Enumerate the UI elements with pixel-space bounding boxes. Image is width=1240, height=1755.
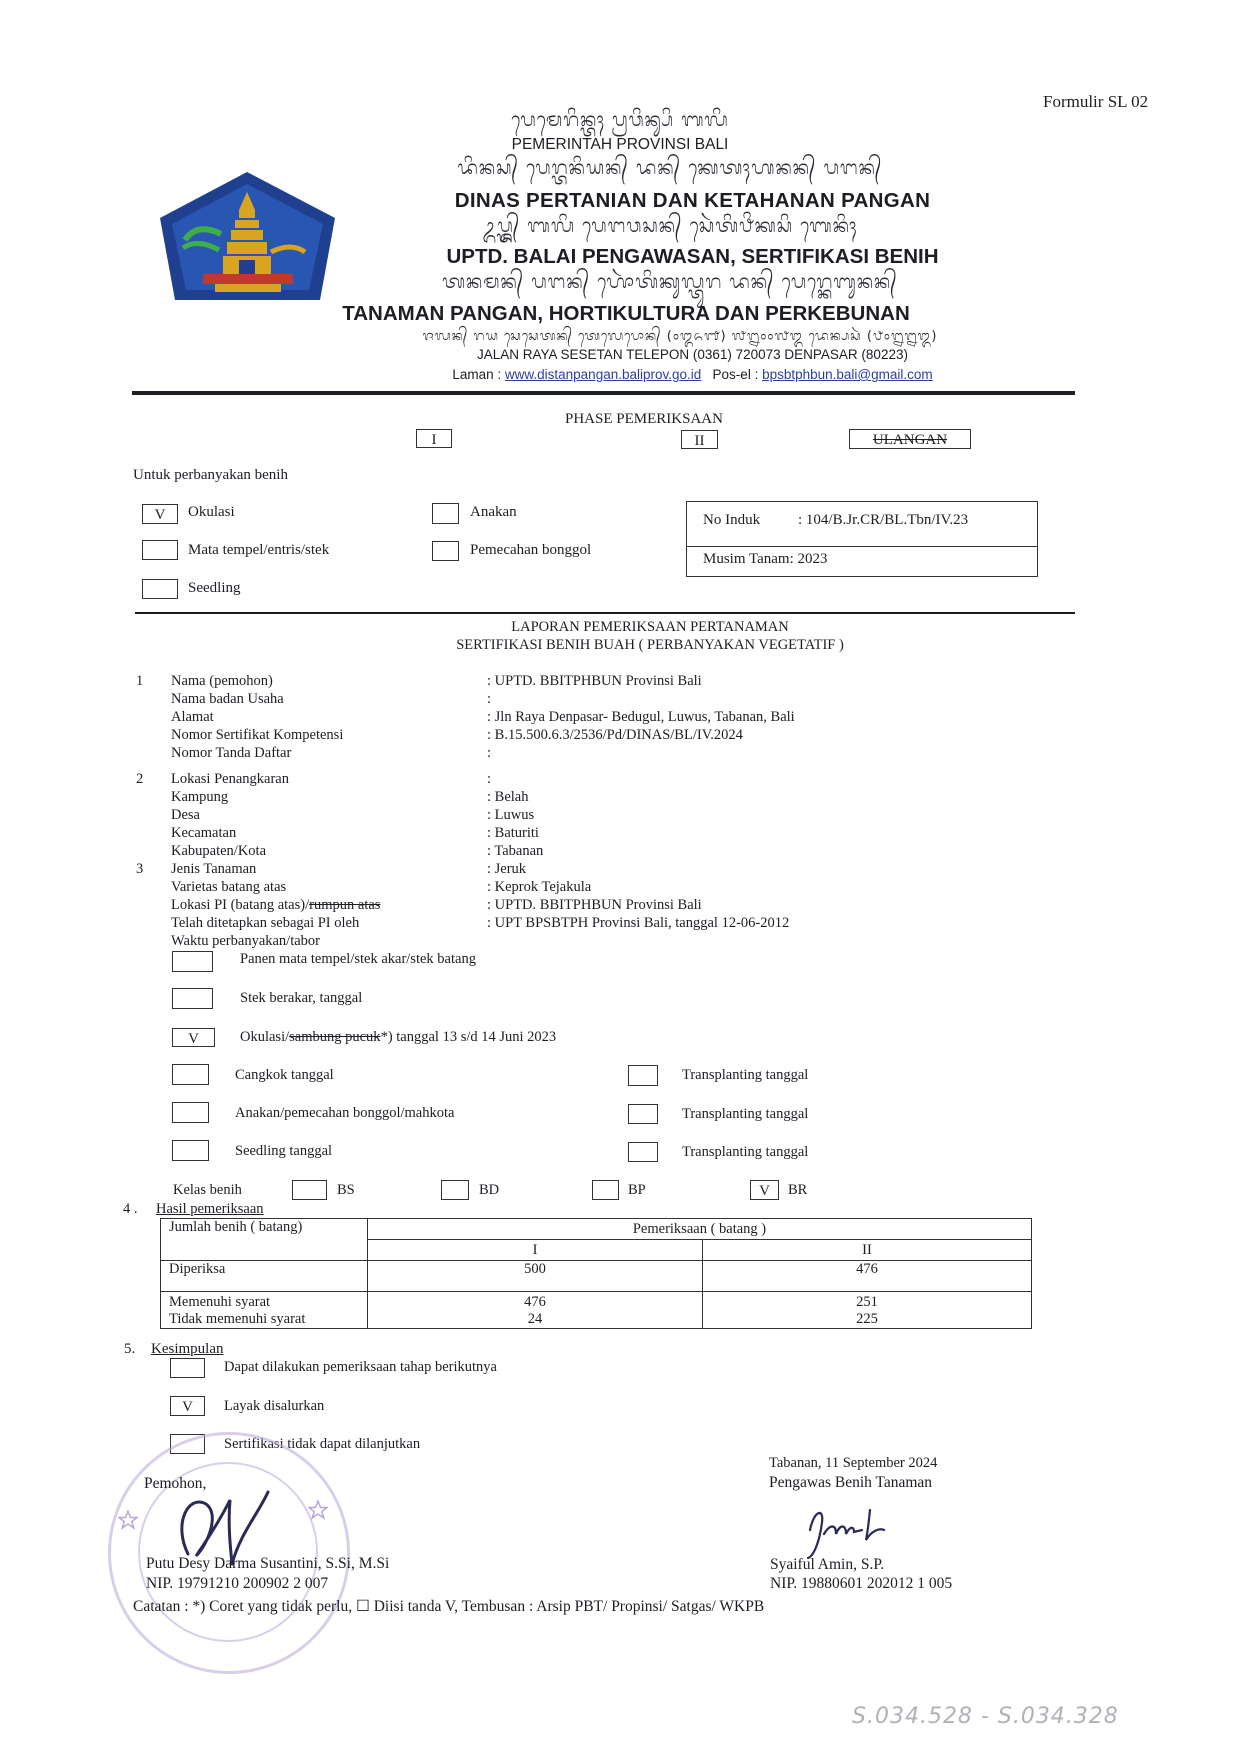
- email-label: Pos-el :: [712, 367, 759, 382]
- results-cell-4: 225: [856, 1311, 878, 1327]
- kelas-br-label: BR: [788, 1182, 808, 1198]
- header-divider: [132, 391, 1075, 395]
- anakan-label: Anakan: [470, 504, 517, 520]
- s2-label-3: Kecamatan: [171, 825, 237, 841]
- transplanting-1-label: Transplanting tanggal: [682, 1067, 809, 1083]
- footer-note: Catatan : *) Coret yang tidak perlu, ☐ Diisi tanda V, Tembusan : Arsip PBT/ Propinsi/ Satgas/ WKPB: [133, 1598, 765, 1615]
- s1-value-1: :: [487, 691, 492, 707]
- phase-title: PHASE PEMERIKSAAN: [565, 411, 723, 427]
- transplanting-3-label: Transplanting tanggal: [682, 1144, 809, 1160]
- s1-label-3: Nomor Sertifikat Kompetensi: [171, 727, 344, 743]
- okulasi-date-label: [240, 1029, 556, 1046]
- s3-value-1: : Keprok Tejakula: [487, 879, 592, 895]
- s2-label-4: Kabupaten/Kota: [171, 843, 267, 859]
- results-subheader-1: I: [368, 1240, 703, 1261]
- results-subheader-2: II: [703, 1240, 1032, 1261]
- s2-label-1: Kampung: [171, 789, 229, 805]
- s3-value-2: : UPTD. BBITPHBUN Provinsi Bali: [487, 897, 702, 913]
- okulasi-date-label-a: Okulasi/: [240, 1029, 290, 1045]
- results-cell: [368, 1292, 703, 1329]
- kelas-br-checkbox[interactable]: V: [750, 1180, 779, 1200]
- pemecahan-bonggol-checkbox[interactable]: [432, 541, 459, 561]
- kelas-bp-label: BP: [628, 1182, 646, 1198]
- s1-label-2: Alamat: [171, 709, 214, 725]
- signature-role-left: Pemohon,: [144, 1475, 207, 1492]
- s1-value-4: :: [487, 745, 492, 761]
- balinese-line-4: ᬢᬦᬫᬦ᭄ ᬧᬗᬦ᭄ ᬳᭀᬃᬢᬶᬓᬸᬮ᭄ᬢᬸᬭ ᬤᬦ᭄ ᬧᬾᬭ᭄ᬓᬾᬩᬸᬦᬦ᭄: [442, 271, 898, 293]
- section-5-title: Kesimpulan: [151, 1341, 224, 1357]
- s2-value-2: : Luwus: [487, 807, 535, 823]
- kelas-bs-label: BS: [337, 1182, 355, 1198]
- s3-label-2: [171, 897, 380, 914]
- s1-value-0: : UPTD. BBITPHBUN Provinsi Bali: [487, 673, 702, 689]
- results-col-header: Jumlah benih ( batang): [161, 1219, 368, 1261]
- kelas-bd-checkbox[interactable]: [441, 1180, 469, 1200]
- no-induk-label: No Induk: [703, 512, 761, 528]
- seedling-label: Seedling: [188, 580, 241, 596]
- kelas-bp-checkbox[interactable]: [592, 1180, 619, 1200]
- s2-value-3: : Baturiti: [487, 825, 539, 841]
- results-cell-1: 476: [524, 1294, 546, 1310]
- okulasi-checkbox[interactable]: V: [142, 504, 178, 524]
- s2-value-0: :: [487, 771, 492, 787]
- results-row-label: [161, 1292, 368, 1329]
- stamp-star-icon: [308, 1500, 328, 1520]
- section-4-title: Hasil pemeriksaan: [156, 1201, 264, 1217]
- results-cell: [703, 1292, 1032, 1329]
- cangkok-checkbox[interactable]: [172, 1064, 209, 1085]
- report-title-2: SERTIFIKASI BENIH BUAH ( PERBANYAKAN VEGETATIF ): [456, 637, 844, 653]
- anakan-checkbox[interactable]: [432, 503, 459, 524]
- kelas-bs-checkbox[interactable]: [292, 1180, 327, 1200]
- section-3-number: 3: [136, 861, 144, 877]
- balinese-line-5: ᬚᬮᬦ᭄ ᬭᬬ ᬲᬾᬲᬾᬢᬦ᭄ ᬢᬾᬮᬾᬧᭀᬦ᭄ (᭐᭓᭖᭑) ᭗᭒᭐᭐᭗᭓ ᬤᬾᬦ᭄ᬧᬲᬃ (᭘᭐᭒᭒᭓): [422, 329, 938, 344]
- signature-right-icon: [800, 1500, 890, 1560]
- s3-label-3: Telah ditetapkan sebagai PI oleh: [171, 915, 360, 931]
- table-row: [161, 1292, 1032, 1329]
- seedling-checkbox[interactable]: [142, 579, 178, 599]
- kesimpulan-3-label: Sertifikasi tidak dapat dilanjutkan: [224, 1436, 421, 1452]
- form-code: Formulir SL 02: [1043, 92, 1149, 111]
- kesimpulan-1-label: Dapat dilakukan pemeriksaan tahap berikutnya: [224, 1359, 497, 1375]
- okulasi-date-checkbox[interactable]: V: [172, 1028, 215, 1047]
- s1-label-4: Nomor Tanda Daftar: [171, 745, 292, 761]
- okulasi-label: Okulasi: [188, 504, 235, 520]
- section-1-number: 1: [136, 673, 144, 689]
- government-name: PEMERINTAH PROVINSI BALI: [511, 136, 729, 153]
- results-row-label: Diperiksa: [161, 1261, 368, 1292]
- s1-label-1: Nama badan Usaha: [171, 691, 284, 707]
- propagation-label: Untuk perbanyakan benih: [133, 467, 288, 483]
- mata-tempel-label: Mata tempel/entris/stek: [188, 542, 330, 558]
- phase-box-2[interactable]: II: [681, 430, 718, 449]
- balinese-line-2: ᬤᬶᬦᬲ᭄ ᬧᬾᬭ᭄ᬢᬦᬶᬬᬦ᭄ ᬤᬦ᭄ ᬓᬾᬢᬄᬳᬦᬦ᭄ ᬧᬗᬦ᭄: [457, 157, 883, 179]
- handwritten-reference: S.034.528 - S.034.328: [852, 1704, 1119, 1729]
- results-cell-3: 251: [856, 1294, 878, 1310]
- results-cell: 476: [703, 1261, 1032, 1292]
- anakan-date-checkbox[interactable]: [172, 1102, 209, 1123]
- unit-name: UPTD. BALAI PENGAWASAN, SERTIFIKASI BENIH: [446, 245, 939, 268]
- results-row-label-1: Memenuhi syarat: [169, 1294, 271, 1310]
- no-induk-value: : 104/B.Jr.CR/BL.Tbn/IV.23: [798, 512, 969, 528]
- signature-name-right: Syaiful Amin, S.P.: [770, 1556, 885, 1573]
- website-link[interactable]: www.distanpangan.baliprov.go.id: [504, 367, 702, 382]
- results-group-header: Pemeriksaan ( batang ): [368, 1219, 1032, 1240]
- section-4-number: 4 .: [123, 1201, 138, 1217]
- phase-box-ulangan[interactable]: ULANGAN: [849, 429, 971, 449]
- department-name: DINAS PERTANIAN DAN KETAHANAN PANGAN: [454, 189, 931, 212]
- results-row-label-2: Tidak memenuhi syarat: [169, 1311, 306, 1327]
- kelas-benih-label: Kelas benih: [173, 1182, 242, 1198]
- balinese-line-3: ᬉᬧ᭄ᬢ᭄ᬤ᭄ ᬩᬮᬶ ᬧᬾᬗᬯᬲᬦ᭄ ᬲᬾᬃᬢᬶᬨᬶᬓᬲᬶ ᬩᬾᬦᬶᬄ: [482, 215, 858, 237]
- okulasi-date-label-struck: sambung pucuk: [289, 1029, 381, 1045]
- no-induk-divider: [687, 546, 1037, 547]
- stek-berakar-label: Stek berakar, tanggal: [240, 990, 363, 1006]
- seedling-date-label: Seedling tanggal: [235, 1143, 333, 1159]
- transplanting-2-label: Transplanting tanggal: [682, 1106, 809, 1122]
- kesimpulan-2-label: Layak disalurkan: [224, 1398, 325, 1414]
- stek-berakar-checkbox[interactable]: [172, 988, 213, 1009]
- results-cell: 500: [368, 1261, 703, 1292]
- website-label: Laman :: [452, 367, 502, 382]
- signature-name-left: Putu Desy Darma Susantini, S.Si, M.Si: [146, 1555, 390, 1572]
- kelas-bd-label: BD: [479, 1182, 500, 1198]
- s3-value-3: : UPT BPSBTPH Provinsi Bali, tanggal 12-06-2012: [487, 915, 790, 931]
- musim-tanam: Musim Tanam: 2023: [703, 551, 828, 567]
- results-table: [160, 1218, 1032, 1329]
- cangkok-label: Cangkok tanggal: [235, 1067, 334, 1083]
- stamp-star-icon: [118, 1510, 138, 1530]
- email-link[interactable]: bpsbtphbun.bali@gmail.com: [762, 367, 933, 382]
- section-5-number: 5.: [124, 1341, 136, 1357]
- results-cell-2: 24: [527, 1311, 543, 1327]
- kesimpulan-2-checkbox[interactable]: V: [170, 1396, 205, 1416]
- address: JALAN RAYA SESETAN TELEPON (0361) 720073 DENPASAR (80223): [477, 347, 908, 362]
- s2-label-0: Lokasi Penangkaran: [171, 771, 289, 787]
- transplanting-1-checkbox[interactable]: [628, 1065, 658, 1086]
- kesimpulan-1-checkbox[interactable]: [170, 1358, 205, 1378]
- table-row: [161, 1261, 1032, 1292]
- phase-box-1[interactable]: I: [416, 429, 452, 448]
- s1-label-0: Nama (pemohon): [171, 673, 273, 689]
- s1-value-2: : Jln Raya Denpasar- Bedugul, Luwus, Tabanan, Bali: [487, 709, 795, 725]
- section-divider: [135, 612, 1075, 614]
- pemecahan-bonggol-label: Pemecahan bonggol: [470, 542, 592, 558]
- s3-label-1: Varietas batang atas: [171, 879, 287, 895]
- signature-nip-left: NIP. 19791210 200902 2 007: [146, 1575, 329, 1592]
- signature-place-date: Tabanan, 11 September 2024: [769, 1455, 938, 1471]
- mata-tempel-checkbox[interactable]: [142, 540, 178, 560]
- contact-line: [0, 367, 1240, 382]
- section-2-number: 2: [136, 771, 144, 787]
- signature-nip-right: NIP. 19880601 202012 1 005: [770, 1575, 953, 1592]
- transplanting-2-checkbox[interactable]: [628, 1104, 658, 1124]
- okulasi-date-label-b: *) tanggal 13 s/d 14 Juni 2023: [380, 1029, 557, 1045]
- s3-label-2a: Lokasi PI (batang atas)/: [171, 897, 310, 913]
- no-induk-box: [686, 501, 1038, 577]
- panen-checkbox[interactable]: [172, 951, 213, 972]
- balinese-line-1: ᬧᬾᬫᬾᬭᬶᬦ᭄ᬢᬄ ᬧ᭄ᬭᬯᬶᬦ᭄ᬲᬶ ᬩᬮᬶ: [511, 109, 729, 131]
- transplanting-3-checkbox[interactable]: [628, 1142, 658, 1162]
- report-title-1: LAPORAN PEMERIKSAAN PERTANAMAN: [511, 619, 789, 635]
- anakan-date-label: Anakan/pemecahan bonggol/mahkota: [235, 1105, 455, 1121]
- panen-label: Panen mata tempel/stek akar/stek batang: [240, 951, 476, 967]
- s3-label-0: Jenis Tanaman: [171, 861, 257, 877]
- s3-value-0: : Jeruk: [487, 861, 527, 877]
- seedling-date-checkbox[interactable]: [172, 1140, 209, 1161]
- waktu-label: Waktu perbanyakan/tabor: [171, 933, 321, 949]
- s2-value-1: : Belah: [487, 789, 529, 805]
- s1-value-3: : B.15.500.6.3/2536/Pd/DINAS/BL/IV.2024: [487, 727, 743, 743]
- s2-label-2: Desa: [171, 807, 200, 823]
- s2-value-4: : Tabanan: [487, 843, 544, 859]
- s3-label-2-struck: rumpun atas: [309, 897, 381, 913]
- unit-name-2: TANAMAN PANGAN, HORTIKULTURA DAN PERKEBUNAN: [342, 302, 910, 325]
- signature-role-right: Pengawas Benih Tanaman: [769, 1474, 933, 1491]
